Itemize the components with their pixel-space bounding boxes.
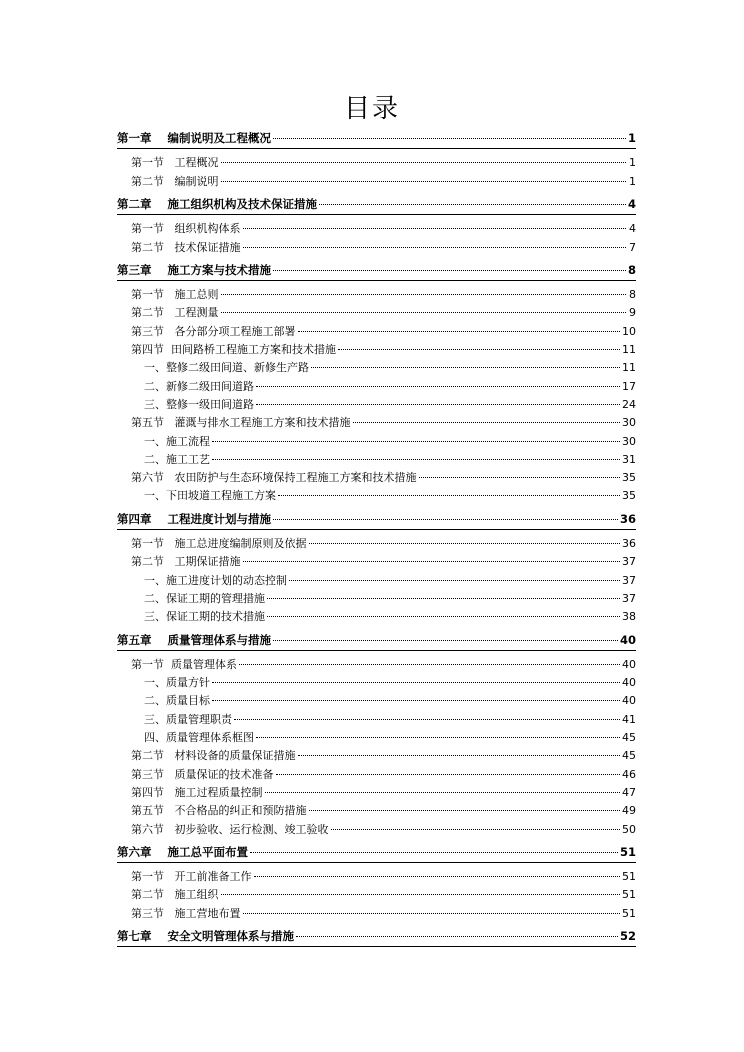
toc-entry-section[interactable]: [131, 886, 636, 904]
dot-leader: [243, 561, 621, 562]
dot-leader: [221, 312, 627, 313]
dot-leader: [212, 700, 620, 701]
dot-leader: [221, 162, 627, 163]
toc-entry-label: 第二节 材料设备的质量保证措施: [131, 749, 296, 763]
toc-entry-page: 9: [629, 306, 636, 320]
toc-entry-label: 第三节 施工营地布置: [131, 906, 241, 920]
toc-entry-label: 三、保证工期的技术措施: [144, 610, 265, 624]
toc-entry-page: 4: [627, 196, 636, 211]
toc-entry-page: 40: [622, 676, 636, 690]
toc-entry-section[interactable]: [131, 323, 636, 341]
dot-leader: [289, 580, 620, 581]
toc-entry-page: 47: [622, 785, 636, 799]
toc-entry-section[interactable]: [131, 766, 636, 784]
toc-entry-label: 二、新修二级田间道路: [144, 379, 254, 393]
toc-entry-page: 8: [627, 262, 636, 277]
toc-entry-section[interactable]: [131, 341, 636, 359]
toc-entry-label: 第二节 施工组织: [131, 888, 219, 902]
toc-entry-label: 第一节 施工总进度编制原则及依据: [131, 537, 307, 550]
toc-entry-item[interactable]: [144, 692, 636, 710]
toc-entry-page: 8: [629, 288, 636, 302]
dot-leader: [309, 810, 621, 811]
toc-entry-label: 第四节 施工过程质量控制: [131, 785, 263, 799]
toc-entry-chapter[interactable]: [117, 262, 636, 280]
chapter-rule: [117, 280, 636, 281]
dot-leader: [273, 519, 618, 520]
toc-entry-label: 一、施工流程: [144, 434, 210, 448]
dot-leader: [278, 495, 620, 496]
dot-leader: [267, 616, 620, 617]
toc-entry-chapter[interactable]: [117, 511, 636, 529]
toc-entry-item[interactable]: [144, 396, 636, 414]
toc-entry-label: 三、质量管理职责: [144, 712, 232, 726]
toc-entry-item[interactable]: [144, 608, 636, 626]
toc-entry-label: 第二节 工期保证措施: [131, 555, 241, 569]
toc-entry-section[interactable]: [131, 553, 636, 571]
toc-entry-section[interactable]: [131, 286, 636, 304]
toc-entry-page: 30: [622, 416, 636, 430]
dot-leader: [256, 404, 620, 405]
toc-entry-page: 10: [622, 324, 636, 338]
toc-entry-page: 1: [627, 131, 636, 145]
chapter-rule: [117, 650, 636, 651]
toc-entry-item[interactable]: [144, 359, 636, 377]
toc-entry-item[interactable]: [144, 711, 636, 729]
toc-entry-page: 35: [622, 471, 636, 485]
toc-entry-label: 第二节 技术保证措施: [131, 240, 241, 254]
toc-entry-label: 二、施工工艺: [144, 452, 210, 466]
dot-leader: [221, 894, 621, 895]
toc-entry-item[interactable]: [144, 433, 636, 451]
toc-entry-label: 第五章 质量管理体系与措施: [117, 632, 272, 647]
toc-entry-page: 45: [622, 749, 636, 763]
toc-entry-section[interactable]: [131, 535, 636, 553]
toc-entry-label: 第七章 安全文明管理体系与措施: [117, 929, 295, 943]
toc-entry-label: 第三节 各分部分项工程施工部署: [131, 324, 296, 338]
dot-leader: [254, 876, 621, 877]
toc-entry-label: 第四章 工程进度计划与措施: [117, 511, 272, 526]
toc-entry-page: 37: [622, 591, 636, 605]
toc-entry-label: 第一节 质量管理体系: [131, 657, 237, 671]
toc-entry-label: 第六节 农田防护与生态环境保持工程施工方案和技术措施: [131, 471, 417, 485]
toc-entry-label: 四、质量管理体系框图: [144, 731, 254, 744]
page-title: 目录: [343, 94, 400, 124]
toc-entry-section[interactable]: [131, 173, 636, 191]
toc-entry-page: 51: [622, 888, 636, 902]
dot-leader: [243, 228, 627, 229]
toc-entry-item[interactable]: [144, 729, 636, 747]
dot-leader: [276, 774, 621, 775]
toc-entry-section[interactable]: [131, 154, 636, 172]
toc-entry-chapter[interactable]: [117, 196, 636, 214]
toc-entry-page: 51: [622, 870, 636, 884]
toc-entry-label: 一、质量方针: [144, 676, 210, 690]
toc-entry-label: 二、质量目标: [144, 694, 210, 708]
dot-leader: [212, 459, 620, 460]
toc-entry-item[interactable]: [144, 590, 636, 608]
toc-entry-item[interactable]: [144, 487, 636, 505]
toc-entry-chapter[interactable]: [117, 928, 636, 946]
toc-entry-page: 40: [622, 657, 636, 671]
toc-entry-page: 35: [622, 489, 636, 503]
dot-leader: [296, 936, 618, 937]
toc-entry-page: 51: [619, 844, 636, 859]
toc-entry-item[interactable]: [144, 572, 636, 590]
toc-entry-label: 第二节 工程测量: [131, 306, 219, 320]
toc-entry-page: 38: [622, 610, 636, 624]
toc-entry-page: 37: [622, 573, 636, 587]
chapter-rule: [117, 214, 636, 215]
toc-entry-page: 40: [622, 694, 636, 708]
toc-entry-label: 一、下田坡道工程施工方案: [144, 489, 276, 503]
toc-entry-page: 49: [622, 804, 636, 818]
toc-entry-chapter[interactable]: [117, 844, 636, 862]
toc-entry-section[interactable]: [131, 239, 636, 257]
dot-leader: [319, 204, 626, 205]
toc-entry-label: 第六章 施工总平面布置: [117, 844, 249, 859]
dot-leader: [267, 598, 620, 599]
chapter-rule: [117, 946, 636, 947]
dot-leader: [331, 829, 621, 830]
toc-entry-label: 第一节 开工前准备工作: [131, 870, 252, 884]
dot-leader: [338, 349, 620, 350]
toc-entry-section[interactable]: [131, 656, 636, 674]
toc-entry-item[interactable]: [144, 674, 636, 692]
toc-entry-label: 第六节 初步验收、运行检测、竣工验收: [131, 822, 329, 836]
dot-leader: [309, 543, 621, 544]
toc-entry-chapter[interactable]: [117, 632, 636, 650]
toc-entry-section[interactable]: [131, 469, 636, 487]
toc-entry-page: 30: [622, 434, 636, 448]
toc-entry-page: 45: [622, 731, 636, 744]
toc-entry-section[interactable]: [131, 747, 636, 765]
chapter-rule: [117, 862, 636, 863]
toc-entry-page: 40: [619, 632, 636, 647]
toc-entry-chapter[interactable]: [117, 130, 636, 148]
dot-leader: [298, 755, 621, 756]
dot-leader: [221, 294, 627, 295]
toc-entry-label: 第三章 施工方案与技术措施: [117, 262, 272, 277]
toc-entry-page: 4: [629, 222, 636, 236]
toc-entry-section[interactable]: [131, 304, 636, 322]
toc-entry-label: 一、施工进度计划的动态控制: [144, 573, 287, 587]
toc-entry-label: 第一节 组织机构体系: [131, 222, 241, 236]
toc-entry-page: 11: [622, 361, 636, 375]
toc-entry-section[interactable]: [131, 220, 636, 238]
dot-leader: [256, 386, 620, 387]
toc-entry-label: 第三节 质量保证的技术准备: [131, 767, 274, 781]
dot-leader: [239, 664, 620, 665]
toc-entry-item[interactable]: [144, 451, 636, 469]
dot-leader: [273, 640, 618, 641]
dot-leader: [234, 719, 620, 720]
toc-entry-label: 三、整修一级田间道路: [144, 397, 254, 411]
toc-entry-page: 11: [622, 343, 636, 356]
toc-entry-section[interactable]: [131, 414, 636, 432]
toc-entry-page: 41: [622, 712, 636, 726]
toc-entry-page: 31: [622, 452, 636, 466]
dot-leader: [212, 682, 620, 683]
toc-entry-label: 第二节 编制说明: [131, 174, 219, 188]
toc-entry-section[interactable]: [131, 868, 636, 886]
dot-leader: [256, 737, 620, 738]
dot-leader: [250, 852, 618, 853]
toc-entry-section[interactable]: [131, 821, 636, 839]
dot-leader: [243, 913, 621, 914]
toc-entry-page: 51: [622, 906, 636, 920]
dot-leader: [265, 792, 621, 793]
dot-leader: [273, 270, 626, 271]
toc-entry-page: 37: [622, 555, 636, 569]
toc-entry-page: 1: [629, 174, 636, 188]
toc-entry-page: 36: [622, 537, 636, 550]
toc-entry-label: 第四节 田间路桥工程施工方案和技术措施: [131, 343, 336, 356]
toc-entry-section[interactable]: [131, 784, 636, 802]
toc-entry-label: 第一节 施工总则: [131, 288, 219, 302]
toc-entry-page: 7: [629, 240, 636, 254]
chapter-rule: [117, 529, 636, 530]
toc-entry-page: 52: [619, 929, 636, 943]
dot-leader: [273, 138, 626, 139]
toc-entry-label: 二、保证工期的管理措施: [144, 591, 265, 605]
toc-entry-label: 第五节 不合格品的纠正和预防措施: [131, 804, 307, 818]
toc-entry-page: 36: [619, 511, 636, 526]
dot-leader: [419, 477, 621, 478]
dot-leader: [212, 441, 620, 442]
dot-leader: [243, 247, 627, 248]
dot-leader: [311, 367, 620, 368]
toc-entry-label: 第二章 施工组织机构及技术保证措施: [117, 196, 318, 211]
toc-entry-label: 第一章 编制说明及工程概况: [117, 131, 272, 145]
dot-leader: [221, 181, 627, 182]
toc-entry-page: 46: [622, 767, 636, 781]
toc-entry-item[interactable]: [144, 378, 636, 396]
toc-entry-page: 24: [622, 397, 636, 411]
dot-leader: [298, 331, 621, 332]
toc-entry-section[interactable]: [131, 905, 636, 923]
toc-entry-page: 1: [629, 156, 636, 170]
toc-entry-page: 17: [622, 379, 636, 393]
toc-entry-label: 第五节 灌溉与排水工程施工方案和技术措施: [131, 416, 351, 430]
toc-entry-page: 50: [622, 822, 636, 836]
dot-leader: [353, 422, 621, 423]
toc-entry-section[interactable]: [131, 802, 636, 820]
toc-entry-label: 一、整修二级田间道、新修生产路: [144, 361, 309, 375]
toc-entry-label: 第一节 工程概况: [131, 156, 219, 170]
chapter-rule: [117, 148, 636, 149]
